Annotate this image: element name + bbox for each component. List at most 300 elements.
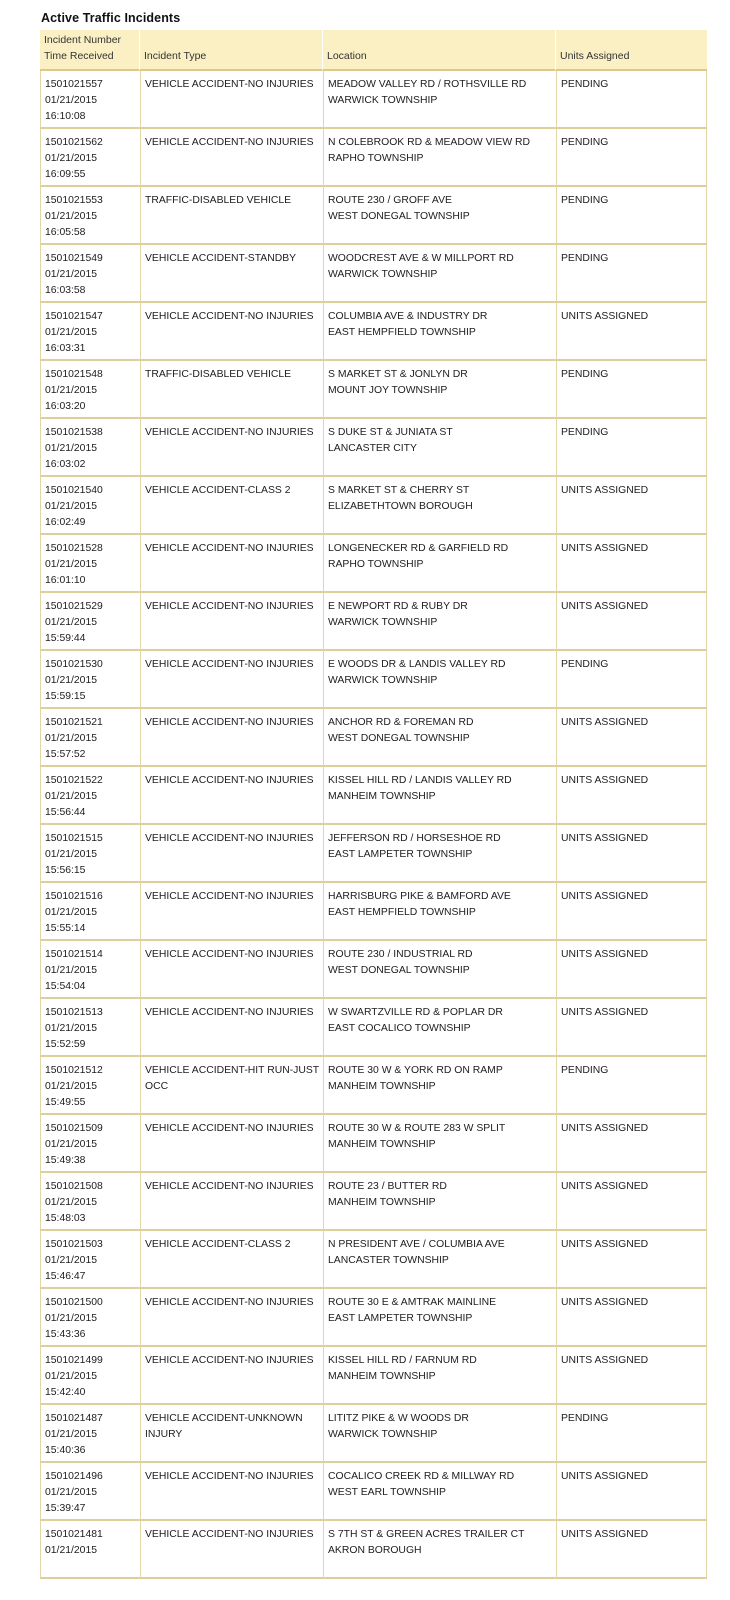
incident-number-cell (40, 1173, 140, 1231)
location-cell (323, 71, 556, 129)
location-municipality: LANCASTER TOWNSHIP (328, 1255, 449, 1266)
table-row[interactable] (40, 1463, 707, 1521)
location-cell (323, 535, 556, 593)
incident-number-cell (40, 941, 140, 999)
location-cell (323, 477, 556, 535)
incident-number: 1501021516 (45, 891, 103, 902)
page-title: Active Traffic Incidents (41, 11, 181, 25)
units-assigned-cell (556, 1463, 707, 1521)
incident-type-cell (140, 1463, 323, 1521)
incident-type: VEHICLE ACCIDENT-NO INJURIES (145, 1529, 314, 1540)
received-date: 01/21/2015 (45, 1081, 98, 1092)
location-cell (323, 1173, 556, 1231)
received-time: 15:42:40 (45, 1387, 86, 1398)
incident-number-cell (40, 477, 140, 535)
units-status: PENDING (561, 253, 609, 264)
location-municipality: AKRON BOROUGH (328, 1545, 422, 1556)
table-row[interactable] (40, 1115, 707, 1173)
incident-type: VEHICLE ACCIDENT-STANDBY (145, 253, 297, 264)
location-municipality: MANHEIM TOWNSHIP (328, 1371, 436, 1382)
incident-number: 1501021503 (45, 1239, 103, 1250)
incident-number-cell (40, 71, 140, 129)
incident-type: VEHICLE ACCIDENT-NO INJURIES (145, 949, 314, 960)
location-cell (323, 419, 556, 477)
received-time: 16:02:49 (45, 517, 86, 528)
incident-type: VEHICLE ACCIDENT-NO INJURIES (145, 1355, 314, 1366)
incident-number-cell (40, 1521, 140, 1579)
table-row[interactable] (40, 883, 707, 941)
incident-number-cell (40, 303, 140, 361)
incident-type-cell (140, 361, 323, 419)
units-assigned-cell (556, 767, 707, 825)
incident-type-cell (140, 593, 323, 651)
incident-type-cell (140, 245, 323, 303)
units-assigned-cell (556, 303, 707, 361)
location-municipality: EAST LAMPETER TOWNSHIP (328, 1313, 473, 1324)
received-time: 15:49:38 (45, 1155, 86, 1166)
units-status: UNITS ASSIGNED (561, 775, 649, 786)
table-row[interactable] (40, 129, 707, 187)
units-assigned-cell (556, 1231, 707, 1289)
incident-type-cell (140, 709, 323, 767)
received-time: 15:39:47 (45, 1503, 86, 1514)
location-street: S 7TH ST & GREEN ACRES TRAILER CT (328, 1529, 525, 1540)
location-cell (323, 1463, 556, 1521)
location-municipality: EAST HEMPFIELD TOWNSHIP (328, 907, 476, 918)
units-status: UNITS ASSIGNED (561, 717, 649, 728)
table-row[interactable] (40, 71, 707, 129)
incident-type-cell (140, 477, 323, 535)
incident-type-cell (140, 767, 323, 825)
incident-type-cell (140, 1521, 323, 1579)
units-status: PENDING (561, 195, 609, 206)
location-cell (323, 709, 556, 767)
table-row[interactable] (40, 245, 707, 303)
received-time: 16:03:31 (45, 343, 86, 354)
location-municipality: WEST DONEGAL TOWNSHIP (328, 733, 470, 744)
location-municipality: EAST LAMPETER TOWNSHIP (328, 849, 473, 860)
units-assigned-cell (556, 477, 707, 535)
received-time: 15:46:47 (45, 1271, 86, 1282)
incident-number: 1501021496 (45, 1471, 103, 1482)
table-row[interactable] (40, 709, 707, 767)
location-street: MEADOW VALLEY RD / ROTHSVILLE RD (328, 79, 527, 90)
location-street: ROUTE 30 E & AMTRAK MAINLINE (328, 1297, 497, 1308)
location-municipality: MANHEIM TOWNSHIP (328, 1197, 436, 1208)
incident-type-cell (140, 883, 323, 941)
incidents-table (40, 30, 707, 1579)
location-municipality: ELIZABETHTOWN BOROUGH (328, 501, 473, 512)
units-assigned-cell (556, 1521, 707, 1579)
location-cell (323, 883, 556, 941)
incident-type: VEHICLE ACCIDENT-NO INJURIES (145, 79, 314, 90)
table-row[interactable] (40, 1405, 707, 1463)
units-assigned-cell (556, 709, 707, 767)
location-cell (323, 1231, 556, 1289)
incident-number-cell (40, 535, 140, 593)
location-street: COLUMBIA AVE & INDUSTRY DR (328, 311, 488, 322)
location-municipality: WARWICK TOWNSHIP (328, 269, 438, 280)
location-cell (323, 187, 556, 245)
incident-number: 1501021513 (45, 1007, 103, 1018)
received-date: 01/21/2015 (45, 211, 98, 222)
units-status: UNITS ASSIGNED (561, 485, 649, 496)
location-cell (323, 999, 556, 1057)
location-street: WOODCREST AVE & W MILLPORT RD (328, 253, 514, 264)
incident-number-cell (40, 419, 140, 477)
received-date: 01/21/2015 (45, 501, 98, 512)
received-time: 15:43:36 (45, 1329, 86, 1340)
received-time: 15:54:04 (45, 981, 86, 992)
received-time: 15:59:15 (45, 691, 86, 702)
incident-number: 1501021529 (45, 601, 103, 612)
units-status: UNITS ASSIGNED (561, 891, 649, 902)
units-assigned-cell (556, 999, 707, 1057)
incident-type: VEHICLE ACCIDENT-NO INJURIES (145, 1181, 314, 1192)
incident-number: 1501021557 (45, 79, 103, 90)
incident-type-cell (140, 1231, 323, 1289)
incident-type: TRAFFIC-DISABLED VEHICLE (145, 369, 292, 380)
received-date: 01/21/2015 (45, 327, 98, 338)
received-time: 15:59:44 (45, 633, 86, 644)
incident-type-cell (140, 1289, 323, 1347)
received-date: 01/21/2015 (45, 733, 98, 744)
incident-number-cell (40, 129, 140, 187)
incident-number-cell (40, 1347, 140, 1405)
incident-type: VEHICLE ACCIDENT-NO INJURIES (145, 659, 314, 670)
incident-type-cell (140, 129, 323, 187)
header-units-assigned-label: Units Assigned (560, 50, 630, 62)
location-municipality: WARWICK TOWNSHIP (328, 617, 438, 628)
table-header-row (40, 30, 707, 71)
received-date: 01/21/2015 (45, 1371, 98, 1382)
location-cell (323, 1115, 556, 1173)
incident-number: 1501021549 (45, 253, 103, 264)
received-time: 16:05:58 (45, 227, 86, 238)
units-assigned-cell (556, 187, 707, 245)
table-row[interactable] (40, 1173, 707, 1231)
location-cell (323, 129, 556, 187)
incident-number: 1501021508 (45, 1181, 103, 1192)
units-assigned-cell (556, 535, 707, 593)
location-street: ROUTE 230 / GROFF AVE (328, 195, 452, 206)
units-status: PENDING (561, 79, 609, 90)
incident-rows (40, 71, 707, 1579)
incident-number: 1501021540 (45, 485, 103, 496)
location-municipality: WARWICK TOWNSHIP (328, 1429, 438, 1440)
received-date: 01/21/2015 (45, 849, 98, 860)
incident-type-cell (140, 303, 323, 361)
units-status: UNITS ASSIGNED (561, 1529, 649, 1540)
location-municipality: MANHEIM TOWNSHIP (328, 791, 436, 802)
units-status: UNITS ASSIGNED (561, 1239, 649, 1250)
location-cell (323, 593, 556, 651)
location-municipality: WEST DONEGAL TOWNSHIP (328, 965, 470, 976)
table-row[interactable] (40, 1289, 707, 1347)
incident-number: 1501021515 (45, 833, 103, 844)
table-row[interactable] (40, 477, 707, 535)
incident-number-cell (40, 1289, 140, 1347)
location-cell (323, 825, 556, 883)
units-status: UNITS ASSIGNED (561, 833, 649, 844)
incident-type-cell (140, 71, 323, 129)
location-street: HARRISBURG PIKE & BAMFORD AVE (328, 891, 511, 902)
units-status: PENDING (561, 659, 609, 670)
header-incident-type-label: Incident Type (144, 50, 207, 62)
table-row[interactable] (40, 825, 707, 883)
location-street: ROUTE 23 / BUTTER RD (328, 1181, 447, 1192)
incident-type: VEHICLE ACCIDENT-NO INJURIES (145, 601, 314, 612)
location-street: S DUKE ST & JUNIATA ST (328, 427, 453, 438)
units-status: UNITS ASSIGNED (561, 601, 649, 612)
received-time: 15:52:59 (45, 1039, 86, 1050)
incident-number: 1501021512 (45, 1065, 103, 1076)
units-status: PENDING (561, 1413, 609, 1424)
units-assigned-cell (556, 825, 707, 883)
location-street: ROUTE 30 W & ROUTE 283 W SPLIT (328, 1123, 506, 1134)
received-date: 01/21/2015 (45, 617, 98, 628)
header-location[interactable] (323, 30, 556, 71)
units-status: PENDING (561, 1065, 609, 1076)
units-assigned-cell (556, 1347, 707, 1405)
table-row[interactable] (40, 535, 707, 593)
header-location-label: Location (327, 50, 367, 62)
location-street: S MARKET ST & JONLYN DR (328, 369, 468, 380)
units-assigned-cell (556, 129, 707, 187)
incident-type-cell (140, 187, 323, 245)
incident-type: VEHICLE ACCIDENT-HIT RUN-JUST OCC (145, 1065, 319, 1092)
location-street: LITITZ PIKE & W WOODS DR (328, 1413, 469, 1424)
location-municipality: RAPHO TOWNSHIP (328, 153, 424, 164)
received-time: 15:56:15 (45, 865, 86, 876)
table-row[interactable] (40, 1521, 707, 1579)
units-assigned-cell (556, 1405, 707, 1463)
incident-number-cell (40, 767, 140, 825)
location-street: E WOODS DR & LANDIS VALLEY RD (328, 659, 506, 670)
received-date: 01/21/2015 (45, 559, 98, 570)
location-street: COCALICO CREEK RD & MILLWAY RD (328, 1471, 515, 1482)
header-units-assigned[interactable] (556, 30, 707, 71)
units-status: UNITS ASSIGNED (561, 543, 649, 554)
location-municipality: LANCASTER CITY (328, 443, 417, 454)
incident-number: 1501021499 (45, 1355, 103, 1366)
incident-type: VEHICLE ACCIDENT-NO INJURIES (145, 891, 314, 902)
header-incident-type[interactable] (140, 30, 323, 71)
location-cell (323, 651, 556, 709)
table-row[interactable] (40, 767, 707, 825)
incident-type-cell (140, 419, 323, 477)
incident-type: VEHICLE ACCIDENT-CLASS 2 (145, 485, 291, 496)
incident-type-cell (140, 651, 323, 709)
location-cell (323, 245, 556, 303)
units-assigned-cell (556, 419, 707, 477)
received-date: 01/21/2015 (45, 385, 98, 396)
received-time: 15:48:03 (45, 1213, 86, 1224)
units-status: PENDING (561, 369, 609, 380)
location-municipality: WARWICK TOWNSHIP (328, 95, 438, 106)
incident-number-cell (40, 593, 140, 651)
received-time: 16:10:08 (45, 111, 86, 122)
incident-type-cell (140, 1115, 323, 1173)
location-cell (323, 361, 556, 419)
location-street: KISSEL HILL RD / LANDIS VALLEY RD (328, 775, 512, 786)
incident-number-cell (40, 709, 140, 767)
location-municipality: WEST EARL TOWNSHIP (328, 1487, 446, 1498)
received-date: 01/21/2015 (45, 965, 98, 976)
header-incident-number[interactable] (40, 30, 140, 71)
table-row[interactable] (40, 1347, 707, 1405)
location-cell (323, 1405, 556, 1463)
incident-type-cell (140, 535, 323, 593)
received-date: 01/21/2015 (45, 675, 98, 686)
incident-number: 1501021509 (45, 1123, 103, 1134)
incident-number-cell (40, 999, 140, 1057)
incident-type: VEHICLE ACCIDENT-NO INJURIES (145, 311, 314, 322)
incident-number-cell (40, 1463, 140, 1521)
incident-type-cell (140, 1173, 323, 1231)
units-status: UNITS ASSIGNED (561, 1297, 649, 1308)
location-municipality: MANHEIM TOWNSHIP (328, 1139, 436, 1150)
incident-type: VEHICLE ACCIDENT-NO INJURIES (145, 1297, 314, 1308)
incident-type-cell (140, 1057, 323, 1115)
incident-type: VEHICLE ACCIDENT-NO INJURIES (145, 427, 314, 438)
units-status: UNITS ASSIGNED (561, 1355, 649, 1366)
incident-number: 1501021522 (45, 775, 103, 786)
units-assigned-cell (556, 883, 707, 941)
incident-number: 1501021500 (45, 1297, 103, 1308)
received-date: 01/21/2015 (45, 1197, 98, 1208)
incident-type: VEHICLE ACCIDENT-UNKNOWN INJURY (145, 1413, 303, 1440)
location-street: N PRESIDENT AVE / COLUMBIA AVE (328, 1239, 505, 1250)
incident-number-cell (40, 1115, 140, 1173)
incident-type: TRAFFIC-DISABLED VEHICLE (145, 195, 292, 206)
received-time: 16:09:55 (45, 169, 86, 180)
location-municipality: WARWICK TOWNSHIP (328, 675, 438, 686)
units-assigned-cell (556, 593, 707, 651)
incident-type-cell (140, 999, 323, 1057)
table-row[interactable] (40, 593, 707, 651)
table-row[interactable] (40, 361, 707, 419)
location-street: S MARKET ST & CHERRY ST (328, 485, 470, 496)
incident-type: VEHICLE ACCIDENT-CLASS 2 (145, 1239, 291, 1250)
location-street: W SWARTZVILLE RD & POPLAR DR (328, 1007, 503, 1018)
incident-number-cell (40, 245, 140, 303)
received-time: 15:55:14 (45, 923, 86, 934)
units-status: UNITS ASSIGNED (561, 1181, 649, 1192)
incident-number: 1501021562 (45, 137, 103, 148)
units-status: UNITS ASSIGNED (561, 1007, 649, 1018)
received-time: 15:49:55 (45, 1097, 86, 1108)
units-assigned-cell (556, 1289, 707, 1347)
incident-type-cell (140, 1347, 323, 1405)
units-status: UNITS ASSIGNED (561, 311, 649, 322)
incident-type-cell (140, 941, 323, 999)
location-street: E NEWPORT RD & RUBY DR (328, 601, 468, 612)
location-cell (323, 767, 556, 825)
units-assigned-cell (556, 245, 707, 303)
page (36, 0, 707, 1600)
units-status: UNITS ASSIGNED (561, 1471, 649, 1482)
units-assigned-cell (556, 1173, 707, 1231)
received-date: 01/21/2015 (45, 1023, 98, 1034)
incident-type: VEHICLE ACCIDENT-NO INJURIES (145, 1123, 314, 1134)
incident-type-cell (140, 1405, 323, 1463)
location-cell (323, 1057, 556, 1115)
incident-number-cell (40, 883, 140, 941)
table-row[interactable] (40, 303, 707, 361)
received-time: 15:57:52 (45, 749, 86, 760)
received-date: 01/21/2015 (45, 1545, 98, 1556)
location-cell (323, 1289, 556, 1347)
received-time: 16:01:10 (45, 575, 86, 586)
table-row[interactable] (40, 1057, 707, 1115)
units-assigned-cell (556, 1115, 707, 1173)
incident-number: 1501021521 (45, 717, 103, 728)
received-date: 01/21/2015 (45, 95, 98, 106)
received-date: 01/21/2015 (45, 1429, 98, 1440)
incident-type: VEHICLE ACCIDENT-NO INJURIES (145, 717, 314, 728)
location-municipality: RAPHO TOWNSHIP (328, 559, 424, 570)
incident-number: 1501021530 (45, 659, 103, 670)
location-municipality: MANHEIM TOWNSHIP (328, 1081, 436, 1092)
location-street: ROUTE 230 / INDUSTRIAL RD (328, 949, 473, 960)
location-street: KISSEL HILL RD / FARNUM RD (328, 1355, 477, 1366)
received-time: 16:03:20 (45, 401, 86, 412)
units-status: UNITS ASSIGNED (561, 949, 649, 960)
incident-number: 1501021487 (45, 1413, 103, 1424)
incident-type-cell (140, 825, 323, 883)
header-incident-number-label: Incident Number (44, 34, 122, 46)
incident-number: 1501021538 (45, 427, 103, 438)
header-time-received-label: Time Received (44, 50, 114, 62)
units-assigned-cell (556, 361, 707, 419)
table-row[interactable] (40, 1231, 707, 1289)
received-date: 01/21/2015 (45, 791, 98, 802)
units-status: PENDING (561, 137, 609, 148)
incident-number-cell (40, 1405, 140, 1463)
location-street: ROUTE 30 W & YORK RD ON RAMP (328, 1065, 503, 1076)
received-time: 15:40:36 (45, 1445, 86, 1456)
table-row[interactable] (40, 187, 707, 245)
location-street: JEFFERSON RD / HORSESHOE RD (328, 833, 501, 844)
units-assigned-cell (556, 71, 707, 129)
location-street: LONGENECKER RD & GARFIELD RD (328, 543, 509, 554)
incident-type: VEHICLE ACCIDENT-NO INJURIES (145, 543, 314, 554)
table-row[interactable] (40, 419, 707, 477)
table-row[interactable] (40, 999, 707, 1057)
received-time: 15:56:44 (45, 807, 86, 818)
incident-number-cell (40, 187, 140, 245)
units-assigned-cell (556, 651, 707, 709)
received-time: 16:03:02 (45, 459, 86, 470)
units-status: PENDING (561, 427, 609, 438)
incident-number: 1501021481 (45, 1529, 103, 1540)
received-date: 01/21/2015 (45, 269, 98, 280)
table-row[interactable] (40, 651, 707, 709)
location-street: N COLEBROOK RD & MEADOW VIEW RD (328, 137, 531, 148)
received-date: 01/21/2015 (45, 1255, 98, 1266)
incident-number: 1501021547 (45, 311, 103, 322)
incident-number-cell (40, 1231, 140, 1289)
incident-number: 1501021528 (45, 543, 103, 554)
location-cell (323, 303, 556, 361)
location-municipality: EAST COCALICO TOWNSHIP (328, 1023, 471, 1034)
incident-number-cell (40, 1057, 140, 1115)
received-date: 01/21/2015 (45, 443, 98, 454)
incident-type: VEHICLE ACCIDENT-NO INJURIES (145, 1471, 314, 1482)
location-municipality: WEST DONEGAL TOWNSHIP (328, 211, 470, 222)
table-row[interactable] (40, 941, 707, 999)
